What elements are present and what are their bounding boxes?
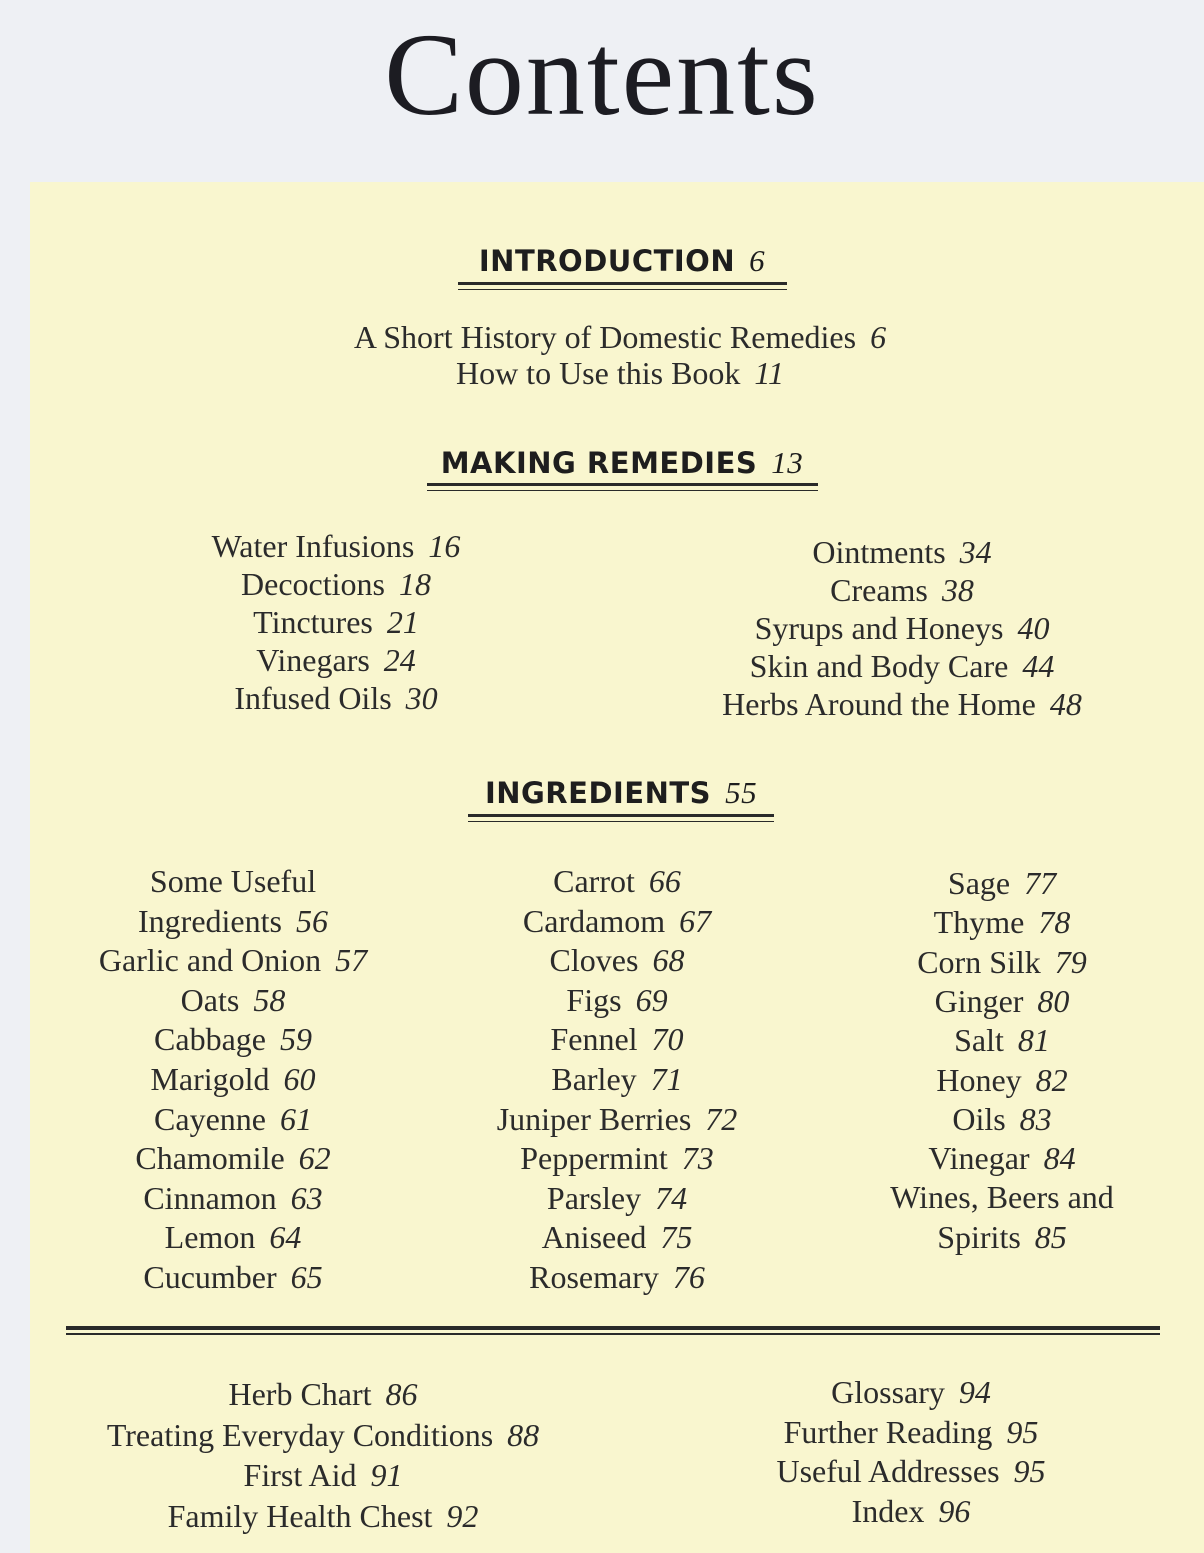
section-label: INGREDIENTS	[484, 776, 712, 810]
toc-entry-label: Skin and Body Care	[749, 648, 1009, 684]
toc-entry-label: Lemon	[164, 1219, 256, 1256]
toc-entry-page: 95	[1006, 1413, 1039, 1450]
toc-entry-page: 91	[370, 1457, 403, 1493]
toc-entry[interactable]	[812, 533, 991, 571]
toc-entry-page: 63	[290, 1179, 323, 1216]
toc-entry-page: 61	[279, 1100, 312, 1137]
toc-entry-label: Fennel	[550, 1021, 638, 1058]
toc-entry-label: Some Useful	[149, 863, 317, 899]
section-heading-ingredients[interactable]	[485, 776, 757, 810]
toc-entry[interactable]	[150, 1060, 315, 1098]
toc-entry[interactable]	[935, 982, 1070, 1020]
toc-entry-label: Chamomile	[135, 1140, 285, 1177]
toc-entry[interactable]	[566, 981, 667, 1019]
toc-entry-page: 83	[1019, 1100, 1052, 1137]
toc-entry[interactable]	[497, 1100, 738, 1138]
toc-entry-page: 40	[1017, 610, 1050, 646]
toc-entry-label: Herbs Around the Home	[722, 686, 1036, 722]
toc-entry[interactable]	[165, 1218, 302, 1256]
toc-entry[interactable]	[520, 1139, 714, 1177]
toc-entry-page: 66	[648, 863, 681, 899]
toc-entry-page: 21	[386, 604, 419, 640]
toc-entry-label: Herb Chart	[228, 1376, 372, 1412]
toc-entry-label: Sage	[947, 865, 1011, 901]
toc-entry[interactable]	[776, 1452, 1045, 1490]
toc-entry[interactable]	[154, 1020, 312, 1058]
toc-entry-page: 64	[269, 1219, 302, 1256]
toc-entry[interactable]	[234, 679, 437, 717]
toc-entry-label: Wines, Beers and	[890, 1179, 1114, 1216]
toc-entry[interactable]	[830, 571, 974, 609]
toc-entry-label: Cardamom	[522, 902, 666, 939]
section-heading-introduction[interactable]	[479, 244, 765, 278]
toc-entry-label: How to Use this Book	[455, 355, 741, 391]
toc-entry-label: Ginger	[934, 982, 1024, 1019]
toc-entry-label: Ingredients	[138, 902, 282, 939]
toc-entry[interactable]	[529, 1258, 705, 1296]
toc-entry-label: Index	[851, 1492, 925, 1529]
toc-entry-page: 80	[1037, 982, 1070, 1019]
toc-entry-page: 11	[754, 355, 785, 391]
toc-entry-page: 38	[941, 572, 974, 608]
toc-entry[interactable]	[241, 565, 431, 603]
page-title: Contents	[384, 9, 820, 140]
toc-entry-label: Marigold	[150, 1061, 270, 1097]
toc-entry-page: 44	[1022, 648, 1055, 684]
section-underline	[458, 282, 787, 290]
toc-entry[interactable]	[168, 1497, 479, 1535]
toc-entry-page: 75	[660, 1219, 693, 1256]
toc-entry-label: Glossary	[831, 1374, 945, 1410]
toc-entry-label: Parsley	[546, 1179, 642, 1216]
toc-entry-label: Barley	[551, 1061, 637, 1097]
toc-entry-label: Salt	[954, 1022, 1004, 1059]
toc-entry-page: 84	[1043, 1140, 1076, 1177]
toc-entry[interactable]	[253, 603, 419, 641]
toc-entry[interactable]	[917, 943, 1087, 981]
toc-entry-label: Oils	[952, 1100, 1006, 1137]
toc-entry-label: Rosemary	[529, 1259, 659, 1295]
toc-entry-label: Treating Everyday Conditions	[106, 1416, 494, 1453]
toc-entry-page: 24	[383, 642, 416, 678]
toc-entry[interactable]	[831, 1373, 991, 1411]
toc-entry-label: Cloves	[549, 942, 639, 979]
toc-entry[interactable]	[755, 609, 1050, 647]
toc-entry-label: Cucumber	[143, 1259, 277, 1295]
toc-entry[interactable]	[784, 1413, 1039, 1451]
toc-entry[interactable]	[143, 1179, 322, 1217]
toc-entry[interactable]	[928, 1139, 1075, 1177]
toc-entry[interactable]	[138, 902, 328, 940]
toc-entry[interactable]	[553, 862, 681, 900]
section-label: MAKING REMEDIES	[440, 446, 758, 480]
toc-entry-label: Useful Addresses	[776, 1453, 1000, 1489]
section-page: 6	[749, 243, 766, 278]
toc-entry-label: Water Infusions	[211, 528, 415, 564]
toc-entry-label: Spirits	[937, 1218, 1021, 1255]
toc-entry[interactable]	[750, 647, 1055, 685]
toc-entry-page: 78	[1038, 904, 1071, 941]
toc-entry-page: 74	[655, 1179, 688, 1216]
toc-entry-page: 6	[870, 319, 887, 355]
section-label: INTRODUCTION	[478, 244, 736, 278]
toc-entry[interactable]	[107, 1416, 539, 1454]
toc-entry-page: 34	[959, 534, 992, 570]
toc-entry[interactable]	[550, 941, 685, 979]
toc-entry-page: 81	[1017, 1022, 1050, 1059]
toc-entry-label: Cinnamon	[143, 1179, 277, 1216]
toc-entry[interactable]	[212, 527, 461, 565]
toc-entry[interactable]	[542, 1218, 693, 1256]
toc-entry-label: Carrot	[553, 863, 635, 899]
toc-entry[interactable]	[934, 903, 1071, 941]
toc-entry-page: 76	[672, 1259, 705, 1295]
toc-entry-page: 59	[279, 1021, 312, 1058]
toc-entry-page: 58	[253, 981, 286, 1018]
toc-entry-label: A Short History of Domestic Remedies	[353, 319, 857, 355]
toc-entry[interactable]	[550, 1020, 683, 1058]
toc-entry-label: Oats	[180, 981, 240, 1018]
toc-entry[interactable]	[890, 1178, 1114, 1216]
toc-entry-label: Cabbage	[154, 1021, 266, 1058]
toc-entry-label: Figs	[566, 981, 622, 1018]
toc-entry-label: Further Reading	[783, 1413, 993, 1450]
section-underline	[468, 814, 774, 822]
toc-entry[interactable]	[135, 1139, 330, 1177]
toc-entry-label: Vinegars	[256, 642, 370, 678]
toc-entry-page: 92	[446, 1497, 479, 1534]
toc-entry-label: Garlic and Onion	[98, 942, 322, 979]
toc-entry-label: Vinegar	[928, 1140, 1030, 1177]
section-underline	[427, 483, 818, 491]
section-page: 13	[771, 445, 804, 480]
toc-entry-label: Juniper Berries	[496, 1100, 692, 1137]
toc-entry-page: 69	[635, 981, 668, 1018]
toc-entry-page: 67	[679, 902, 712, 939]
toc-entry-label: Infused Oils	[234, 680, 392, 716]
toc-entry[interactable]	[852, 1492, 971, 1530]
toc-entry-page: 62	[298, 1140, 331, 1177]
toc-entry[interactable]	[181, 981, 286, 1019]
toc-entry-page: 56	[295, 902, 328, 939]
toc-entry[interactable]	[244, 1456, 403, 1494]
toc-entry[interactable]	[456, 354, 784, 392]
toc-entry-label: Ointments	[812, 534, 946, 570]
toc-entry-page: 79	[1054, 943, 1087, 980]
toc-entry[interactable]	[256, 641, 416, 679]
toc-entry-page: 68	[652, 942, 685, 979]
toc-entry-label: Syrups and Honeys	[754, 610, 1004, 646]
toc-entry-page: 96	[938, 1492, 971, 1529]
toc-entry-page: 65	[290, 1259, 323, 1295]
toc-entry[interactable]	[952, 1100, 1051, 1138]
toc-entry-page: 88	[507, 1416, 540, 1453]
toc-entry-label: Tinctures	[253, 604, 373, 640]
toc-entry-page: 18	[398, 566, 431, 602]
toc-entry[interactable]	[228, 1375, 417, 1413]
toc-entry[interactable]	[551, 1060, 682, 1098]
toc-entry[interactable]	[937, 1218, 1067, 1256]
divider-rule	[66, 1326, 1160, 1335]
toc-entry-label: Corn Silk	[917, 943, 1041, 980]
toc-entry-page: 86	[385, 1376, 418, 1412]
toc-entry[interactable]	[722, 685, 1082, 723]
toc-entry-label: First Aid	[243, 1457, 357, 1493]
toc-entry-page: 70	[651, 1021, 684, 1058]
toc-entry-label: Aniseed	[541, 1219, 647, 1256]
toc-entry-label: Thyme	[933, 904, 1025, 941]
section-heading-making-remedies[interactable]	[441, 446, 804, 480]
toc-entry-label: Peppermint	[520, 1140, 668, 1177]
toc-entry-page: 16	[428, 528, 461, 564]
toc-entry-page: 73	[681, 1140, 714, 1177]
toc-entry-label: Honey	[936, 1061, 1022, 1098]
toc-entry-page: 94	[958, 1374, 991, 1410]
toc-entry-label: Decoctions	[241, 566, 385, 602]
toc-entry-page: 60	[283, 1061, 316, 1097]
toc-entry-page: 48	[1049, 686, 1082, 722]
section-page: 55	[725, 775, 758, 810]
toc-entry-page: 95	[1013, 1453, 1046, 1489]
toc-entry[interactable]	[523, 902, 711, 940]
toc-entry[interactable]	[99, 941, 367, 979]
toc-entry-page: 57	[335, 942, 368, 979]
toc-entry-label: Cayenne	[154, 1100, 266, 1137]
toc-entry-page: 72	[705, 1100, 738, 1137]
toc-entry-page: 85	[1034, 1218, 1067, 1255]
toc-entry[interactable]	[954, 1021, 1050, 1059]
toc-entry-page: 82	[1035, 1061, 1068, 1098]
toc-entry[interactable]	[936, 1061, 1067, 1099]
toc-entry-page: 71	[650, 1061, 683, 1097]
toc-entry[interactable]	[948, 864, 1056, 902]
toc-entry-label: Creams	[830, 572, 928, 608]
toc-entry[interactable]	[150, 862, 316, 900]
toc-entry[interactable]	[354, 318, 886, 356]
toc-entry[interactable]	[154, 1100, 312, 1138]
toc-entry[interactable]	[547, 1179, 687, 1217]
toc-entry-page: 77	[1024, 865, 1057, 901]
toc-entry-label: Family Health Chest	[167, 1497, 433, 1534]
toc-entry[interactable]	[143, 1258, 322, 1296]
toc-entry-page: 30	[405, 680, 438, 716]
